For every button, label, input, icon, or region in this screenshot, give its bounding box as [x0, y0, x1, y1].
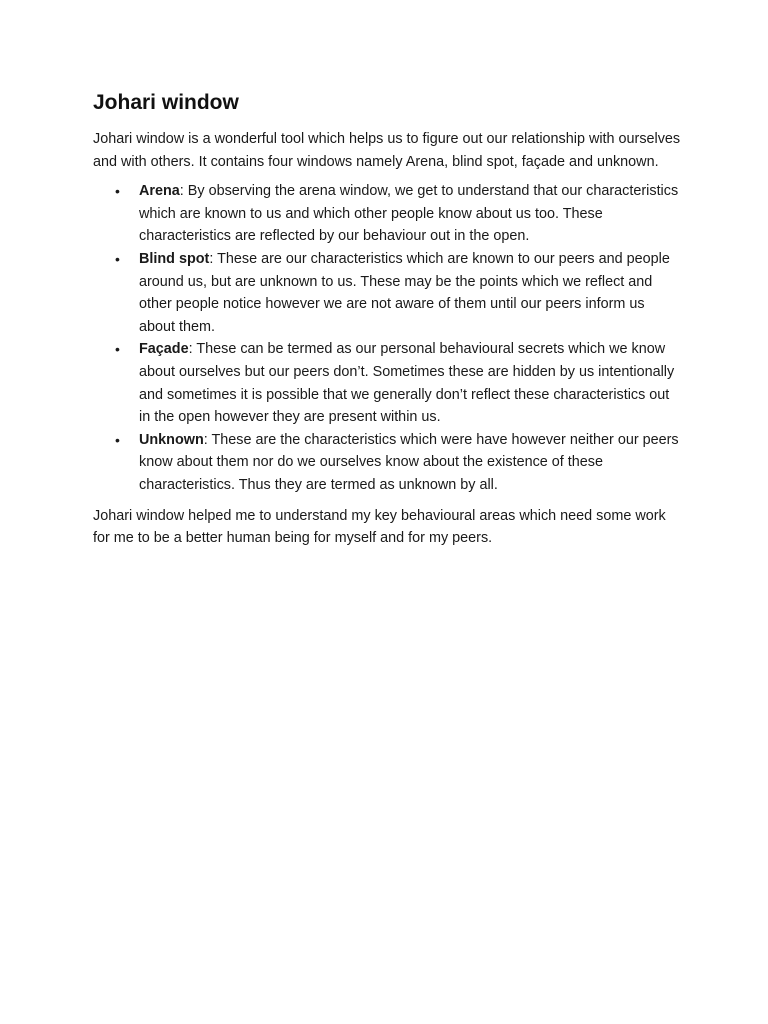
term-arena: Arena	[139, 183, 180, 200]
list-item-facade	[93, 338, 683, 428]
intro-paragraph: Johari window is a wonderful tool which helps us to figure out our relationship with ourselves and with others. It contains four windows namely Arena, blind spot, façade and unknown.	[93, 131, 681, 170]
description-facade: : These can be termed as our personal behavioural secrets which we know about ourselves but our peers don’t. Sometimes these are hidden by us intentionally and sometimes it is possible that we generally don’t reflect these characteristics out in the open however they are present within us.	[139, 341, 675, 426]
list-item-blind-spot	[93, 248, 683, 338]
list-item-unknown	[93, 429, 683, 497]
bullet-icon: •	[115, 341, 120, 358]
bullet-icon: •	[115, 431, 120, 448]
description-unknown: : These are the characteristics which were have however neither our peers know about them nor do we ourselves know about the existence of these characteristics. Thus they are termed as unknown by all.	[139, 431, 679, 493]
conclusion-paragraph: Johari window helped me to understand my key behavioural areas which need some work for me to be a better human being for myself and for my peers.	[93, 507, 666, 547]
document-page	[93, 88, 683, 550]
window-types-list	[93, 180, 683, 496]
term-blind-spot: Blind spot	[139, 250, 210, 267]
description-arena: : By observing the arena window, we get to understand that our characteristics which are known to us and which other people know about us too. These characteristics are reflected by our behaviour out in the open.	[139, 183, 679, 245]
document-title: Johari window	[93, 91, 239, 114]
bullet-icon: •	[115, 250, 120, 267]
term-unknown: Unknown	[139, 431, 204, 448]
description-blind-spot: : These are our characteristics which are known to our peers and people around us, but are unknown to us. These may be the points which we reflect and other people notice however we are not aware of them until our peers inform us about them.	[139, 250, 670, 335]
list-item-arena	[93, 180, 683, 248]
bullet-icon: •	[115, 183, 120, 200]
term-facade: Façade	[139, 341, 189, 358]
